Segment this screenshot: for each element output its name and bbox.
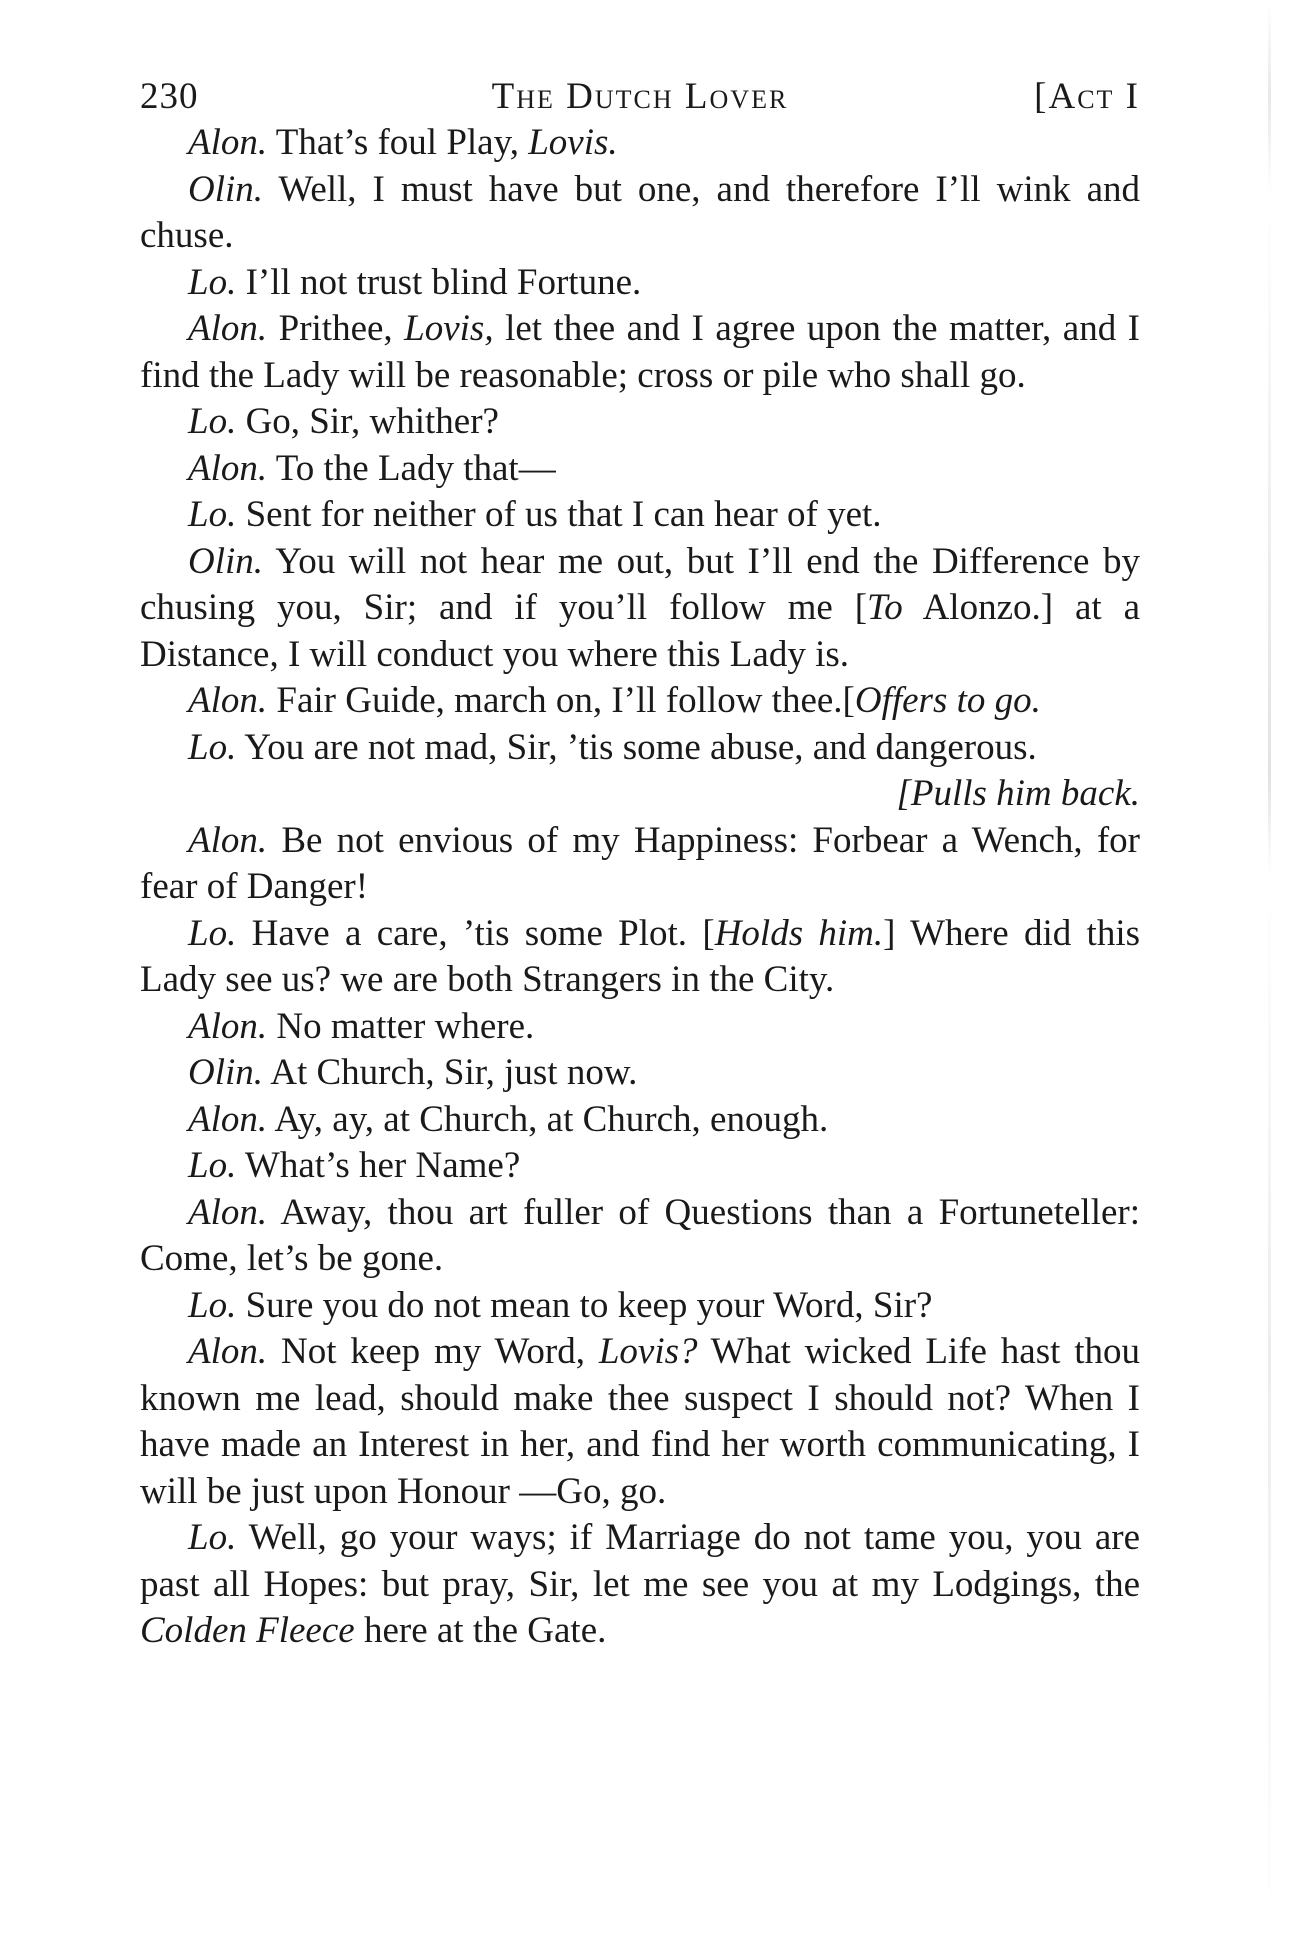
italic-text: To (867, 587, 903, 628)
speech-line (140, 446, 1140, 493)
speaker-name: Alon. (188, 819, 268, 861)
italic-text: Colden Fleece (140, 1610, 355, 1651)
speech-line (140, 539, 1140, 679)
page-number: 230 (140, 76, 199, 117)
speaker-name: Lo. (188, 261, 237, 303)
running-title: The Dutch Lover (491, 76, 789, 117)
speech-text: That’s foul Play, (275, 122, 529, 163)
speaker-name: Alon. (188, 1331, 268, 1372)
speech-line (140, 1190, 1140, 1283)
speech-text: Fair Guide, march on, I’ll follow thee.[ (276, 680, 855, 721)
speaker-name: Olin. (188, 168, 264, 210)
speech-line (140, 492, 1140, 539)
speaker-name: Alon. (188, 1005, 268, 1047)
speech-line (140, 911, 1140, 1004)
speaker-name: Lo. (188, 912, 237, 954)
speech-line (140, 1329, 1140, 1515)
speaker-name: Alon. (188, 308, 268, 349)
speaker-name: Lo. (188, 726, 237, 768)
speaker-name: Lo. (188, 401, 237, 442)
speech-text: What wicked Life hast thou known me lead, should make thee suspect I should not? When I have made an Interest in her, and find her worth communicating, I will be just upon Honour —Go, go. (140, 1331, 1141, 1512)
speaker-name: Alon. (188, 122, 268, 163)
speech-line (140, 1097, 1140, 1144)
speech-text: Not keep my Word, (280, 1331, 599, 1372)
speech-line (140, 306, 1140, 399)
stage-direction: [Pulls him back. (896, 773, 1140, 814)
speech-line (140, 1515, 1140, 1655)
speaker-name: Olin. (188, 540, 264, 582)
speaker-name: Lo. (188, 1145, 237, 1186)
speech-text: Well, go your ways; if Marriage do not tame you, you are past all Hopes: but pray, Sir, let me see you at my Lodgings, the (140, 1517, 1140, 1605)
speech-text: You are not mad, Sir, ’tis some abuse, and dangerous. (244, 726, 1037, 768)
speech-text: Go, Sir, whither? (245, 401, 499, 442)
book-page (140, 74, 1140, 1655)
speech-text: Be not envious of my Happiness: Forbear a Wench, for fear of Danger! (140, 819, 1140, 907)
speaker-name: Lo. (188, 494, 237, 535)
speech-text: At Church, Sir, just now. (270, 1052, 638, 1093)
speech-line (140, 1004, 1140, 1051)
speech-line (140, 818, 1140, 911)
italic-text: Lovis, (404, 308, 494, 349)
speech-line (140, 167, 1140, 260)
speech-line (140, 399, 1140, 446)
speech-text: let thee and I agree upon the matter, and I find the Lady will be reasonable; cross or pile who shall go. (140, 308, 1140, 396)
italic-text: Lovis? (598, 1331, 698, 1372)
speech-text: ] Where did this Lady see us? we are both Strangers in the City. (140, 912, 1141, 1000)
speech-text: here at the Gate. (354, 1610, 607, 1651)
speaker-name: Alon. (188, 447, 268, 489)
italic-text: Offers to go. (854, 680, 1041, 721)
speaker-name: Alon. (188, 1191, 268, 1233)
speech-text: You will not hear me out, but I’ll end the Difference by chusing you, Sir; and if you’ll follow me [ (140, 540, 1140, 628)
speech-line (140, 1050, 1140, 1097)
speech-line (140, 1143, 1140, 1190)
running-header (140, 74, 1140, 120)
speaker-name: Lo. (188, 1517, 237, 1558)
speech-text: Away, thou art fuller of Questions than a Fortuneteller: Come, let’s be gone. (140, 1191, 1140, 1279)
dialogue-text (140, 120, 1140, 1655)
speech-text: Alonzo.] at a Distance, I will conduct you where this Lady is. (140, 587, 1141, 675)
speech-text: No matter where. (276, 1005, 535, 1047)
page-edge-shadow (1268, 0, 1271, 1942)
speech-text: Well, I must have but one, and therefore I’ll wink and chuse. (140, 168, 1141, 256)
speaker-name: Alon. (188, 680, 268, 721)
speech-text: I’ll not trust blind Fortune. (245, 261, 642, 303)
speech-line (140, 1283, 1140, 1330)
speech-line (140, 260, 1140, 307)
speech-text: To the Lady that— (275, 447, 556, 489)
speech-text: Sent for neither of us that I can hear of yet. (245, 494, 882, 535)
speech-text: What’s her Name? (244, 1145, 521, 1186)
speaker-name: Alon. (188, 1098, 268, 1140)
speech-line (140, 725, 1140, 772)
italic-text: Holds him. (714, 912, 884, 954)
speaker-name: Olin. (188, 1052, 264, 1093)
speech-text: Ay, ay, at Church, at Church, enough. (274, 1098, 829, 1140)
speech-text: Prithee, (278, 308, 405, 349)
speech-text: Sure you do not mean to keep your Word, Sir? (245, 1284, 933, 1326)
speech-text: Have a care, ’tis some Plot. [ (251, 912, 715, 954)
act-marker: [Act I (1034, 76, 1140, 117)
speaker-name: Lo. (188, 1284, 237, 1326)
speech-line (140, 120, 1140, 167)
speech-line (140, 678, 1140, 725)
italic-text: Lovis. (528, 122, 618, 163)
